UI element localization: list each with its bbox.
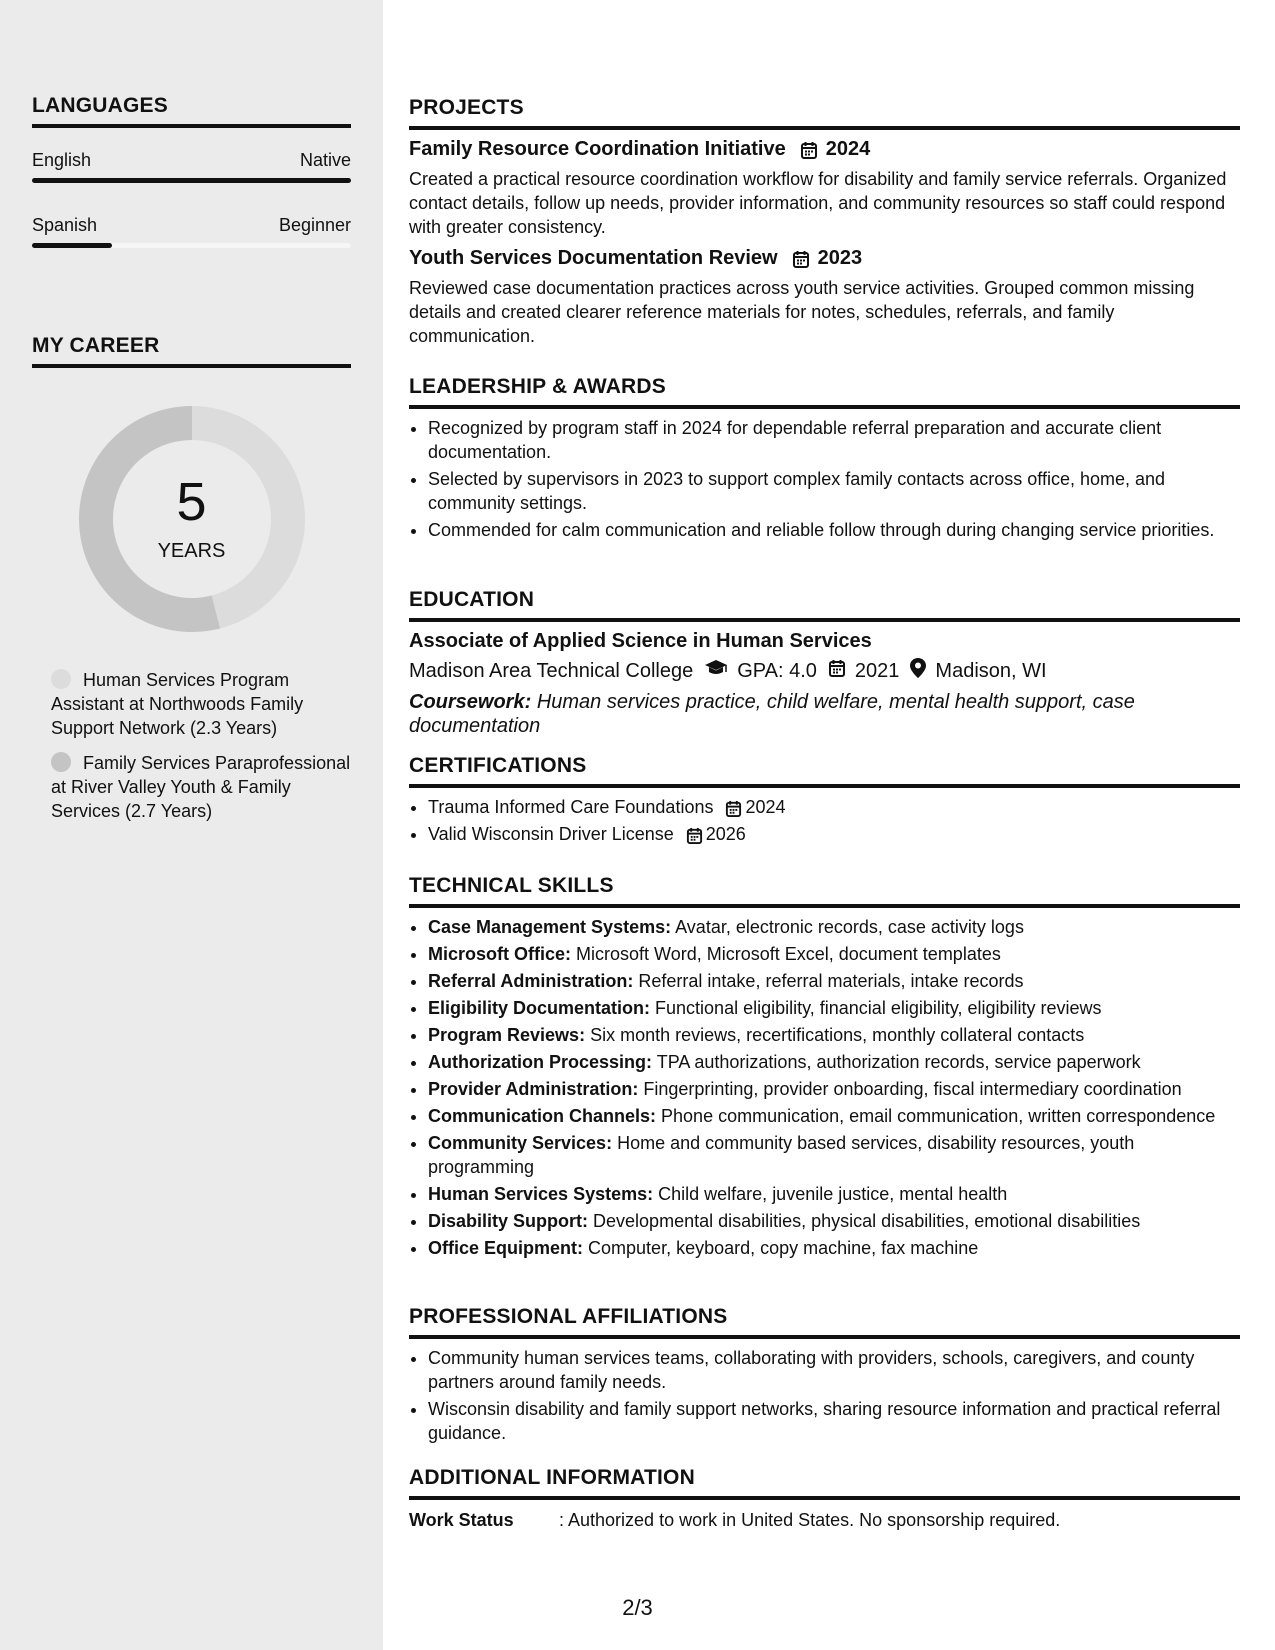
career-title: MY CAREER <box>32 334 351 368</box>
coursework-text: Human services practice, child welfare, mental health support, case documentation <box>409 691 1135 737</box>
career-legend-item <box>51 668 351 740</box>
skills-list <box>409 915 1240 1260</box>
map-pin-icon <box>910 658 926 684</box>
skill-value: Avatar, electronic records, case activity logs <box>675 917 1024 937</box>
skill-value: Phone communication, email communication, written correspondence <box>661 1106 1216 1126</box>
certification-name: • Valid Wisconsin Driver License <box>428 824 674 844</box>
graduation-cap-icon <box>704 659 728 683</box>
language-proficiency-fill <box>32 178 351 183</box>
career-section <box>32 334 351 834</box>
skill-value: Six month reviews, recertifications, monthly collateral contacts <box>590 1025 1085 1045</box>
language-proficiency-bar <box>32 243 351 248</box>
affiliations-title: PROFESSIONAL AFFILIATIONS <box>409 1305 1240 1339</box>
affiliations-section <box>409 1305 1240 1448</box>
skill-item <box>428 969 1240 993</box>
additional-title: ADDITIONAL INFORMATION <box>409 1466 1240 1500</box>
skill-item <box>428 1023 1240 1047</box>
skill-item <box>428 1077 1240 1101</box>
skill-value: Functional eligibility, financial eligibility, eligibility reviews <box>655 998 1102 1018</box>
skill-label: Eligibility Documentation: <box>428 998 651 1018</box>
skill-item <box>428 1104 1240 1128</box>
education-title: EDUCATION <box>409 588 1240 622</box>
language-proficiency-bar <box>32 178 351 183</box>
language-name: Spanish <box>32 215 98 235</box>
project-year: 2023 <box>817 247 863 269</box>
skill-value: Fingerprinting, provider onboarding, fiscal intermediary coordination <box>643 1079 1182 1099</box>
skill-value: Developmental disabilities, physical disabilities, emotional disabilities <box>593 1211 1141 1231</box>
affiliation-item: • Community human services teams, collaborating with providers, schools, caregivers, and county partners around family needs. <box>428 1346 1240 1394</box>
skill-value: Microsoft Word, Microsoft Excel, document templates <box>576 944 1001 964</box>
career-years-label: YEARS <box>157 540 226 562</box>
education-section <box>409 588 1240 738</box>
skill-value: Home and community based services, disability resources, youth programming <box>428 1133 1135 1177</box>
skill-value: Computer, keyboard, copy machine, fax machine <box>588 1238 979 1258</box>
skill-label: Disability Support: <box>428 1211 589 1231</box>
projects-section <box>409 96 1240 348</box>
education-location: Madison, WI <box>935 659 1047 682</box>
skill-value: Child welfare, juvenile justice, mental health <box>658 1184 1008 1204</box>
career-role-text: Human Services Program Assistant at Northwoods Family Support Network (2.3 Years) <box>51 670 304 738</box>
skill-label: Microsoft Office: <box>428 944 572 964</box>
project-name: Youth Services Documentation Review <box>409 247 778 269</box>
calendar-icon <box>828 659 846 683</box>
language-level: Beginner <box>278 215 351 235</box>
project-item <box>409 138 1240 239</box>
skill-label: Human Services Systems: <box>428 1184 654 1204</box>
career-role-text: Family Services Paraprofessional at River Valley Youth & Family Services (2.7 Years) <box>51 753 351 821</box>
skills-title: TECHNICAL SKILLS <box>409 874 1240 908</box>
skill-value: Referral intake, referral materials, intake records <box>638 971 1024 991</box>
skill-item <box>428 996 1240 1020</box>
skill-label: Program Reviews: <box>428 1025 586 1045</box>
education-meta <box>409 658 1240 684</box>
language-item <box>32 150 351 183</box>
languages-section <box>32 94 351 248</box>
career-legend-item <box>51 751 351 823</box>
certification-name: • Trauma Informed Care Foundations <box>428 797 714 817</box>
education-degree: Associate of Applied Science in Human Services <box>409 630 872 652</box>
skill-label: Referral Administration: <box>428 971 634 991</box>
additional-section <box>409 1466 1240 1531</box>
legend-dot-icon <box>51 669 71 689</box>
certification-year: 2026 <box>705 824 746 844</box>
leadership-item: • Selected by supervisors in 2023 to support complex family contacts across office, home, and community settings. <box>428 467 1240 515</box>
main-content <box>409 0 1240 1650</box>
leadership-item: • Commended for calm communication and reliable follow through during changing service priorities. <box>428 518 1240 542</box>
certification-year: 2024 <box>745 797 786 817</box>
language-item <box>32 215 351 248</box>
leadership-list <box>409 416 1240 542</box>
calendar-icon <box>686 826 703 843</box>
skill-label: Provider Administration: <box>428 1079 639 1099</box>
page-number-text: 2/3 <box>622 1595 653 1620</box>
calendar-icon <box>800 141 818 159</box>
skill-item <box>428 1182 1240 1206</box>
skill-label: Case Management Systems: <box>428 917 672 937</box>
skill-label: Office Equipment: <box>428 1238 584 1258</box>
project-description: Created a practical resource coordination workflow for disability and family service referrals. Organized contact details, follow up needs, provider information, and community resources so staff could respond with greater consistency. <box>409 169 1227 237</box>
education-school: Madison Area Technical College <box>409 659 694 682</box>
affiliations-list <box>409 1346 1240 1445</box>
skills-section <box>409 874 1240 1263</box>
language-name: English <box>32 150 92 170</box>
language-proficiency-fill <box>32 243 112 248</box>
leadership-title: LEADERSHIP & AWARDS <box>409 375 1240 409</box>
project-name: Family Resource Coordination Initiative <box>409 138 786 160</box>
career-total-years: 5 <box>176 472 207 532</box>
certification-item <box>428 795 1240 819</box>
languages-title: LANGUAGES <box>32 94 351 128</box>
skill-item <box>428 1050 1240 1074</box>
skill-item <box>428 1131 1240 1179</box>
calendar-icon <box>725 799 742 816</box>
certifications-list <box>409 795 1240 846</box>
certification-item <box>428 822 1240 846</box>
page-number <box>0 1595 1275 1621</box>
skill-item <box>428 915 1240 939</box>
certifications-section <box>409 754 1240 849</box>
education-coursework <box>409 690 1240 738</box>
language-level: Native <box>299 150 351 170</box>
education-gpa: GPA: 4.0 <box>737 659 817 682</box>
legend-dot-icon <box>51 752 71 772</box>
project-description: Reviewed case documentation practices across youth service activities. Grouped common missing details and created clearer reference materials for notes, schedules, referrals, and family communication. <box>409 278 1195 346</box>
skill-label: Communication Channels: <box>428 1106 657 1126</box>
additional-row <box>409 1510 1240 1531</box>
project-item <box>409 247 1240 348</box>
leadership-item: • Recognized by program staff in 2024 for dependable referral preparation and accurate client documentation. <box>428 416 1240 464</box>
certifications-title: CERTIFICATIONS <box>409 754 1240 788</box>
leadership-section <box>409 375 1240 545</box>
sidebar <box>0 0 383 1650</box>
additional-value: : Authorized to work in United States. No sponsorship required. <box>559 1510 1061 1530</box>
affiliation-item: • Wisconsin disability and family support networks, sharing resource information and practical referral guidance. <box>428 1397 1240 1445</box>
skill-value: TPA authorizations, authorization records, service paperwork <box>656 1052 1141 1072</box>
skill-label: Authorization Processing: <box>428 1052 653 1072</box>
education-year: 2021 <box>854 659 900 682</box>
career-donut-chart <box>77 404 307 634</box>
skill-item <box>428 1236 1240 1260</box>
projects-title: PROJECTS <box>409 96 1240 130</box>
skill-item <box>428 942 1240 966</box>
skill-label: Community Services: <box>428 1133 613 1153</box>
coursework-label: Coursework: <box>409 691 532 713</box>
additional-key: Work Status <box>409 1510 514 1530</box>
career-legend <box>32 668 351 823</box>
skill-item <box>428 1209 1240 1233</box>
project-year: 2024 <box>825 138 871 160</box>
calendar-icon <box>792 250 810 268</box>
